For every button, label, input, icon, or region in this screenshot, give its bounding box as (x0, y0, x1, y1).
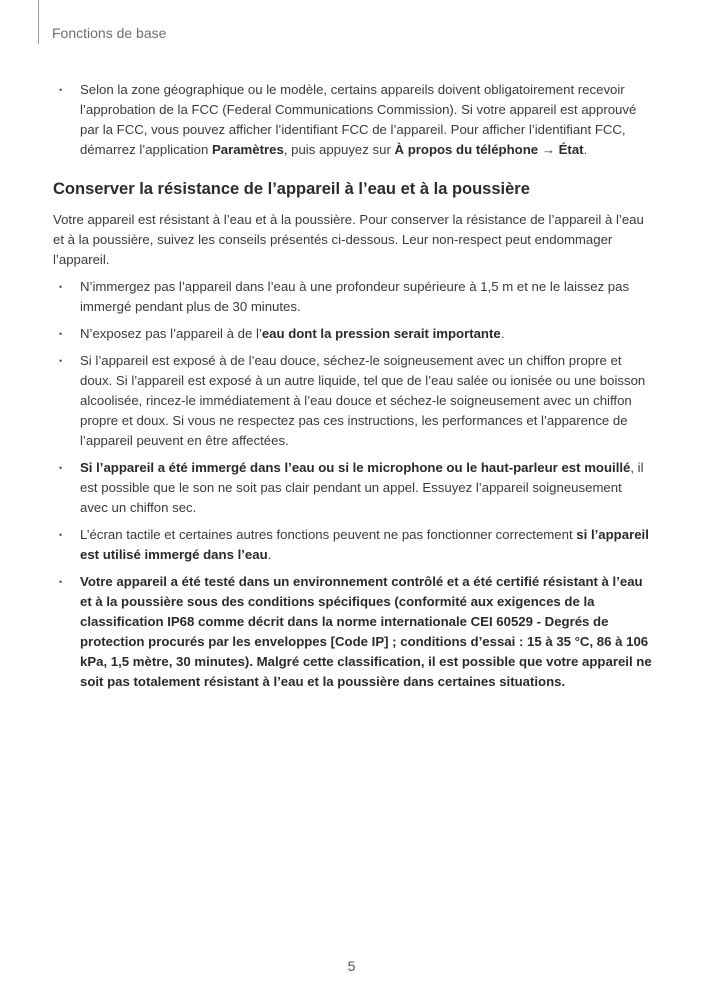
list-item: • Votre appareil a été testé dans un environnement contrôlé et a été certifié résistant à l’eau et à la poussière sous des conditions spécifiques (conformité aux exigences de la classification IP68 comme décrit dans la norme internationale CEI 60529 - Degrés de protection procurés par les enveloppes [Code IP] ; conditions d’essai : 15 à 35 °C, 86 à 106 kPa, 1,5 mètre, 30 minutes). Malgré cette classification, il est possible que votre appareil ne soit pas totalement résistant à l’eau et la poussière dans certaines situations. (53, 572, 653, 692)
page-header-title: Fonctions de base (52, 25, 167, 41)
status-menu: État (558, 142, 584, 157)
section-intro: Votre appareil est résistant à l’eau et à la poussière. Pour conserver la résistance de l’appareil à l’eau et à la poussière, suivez les conseils présentés ci-dessous. Leur non-respect peut endommager l’appareil. (53, 212, 644, 267)
list-item: • L’écran tactile et certaines autres fonctions peuvent ne pas fonctionner correctement si l’appareil est utilisé immergé dans l’eau. (53, 525, 653, 565)
list-item: • N’exposez pas l’appareil à de l’eau dont la pression serait importante. (53, 324, 653, 344)
about-phone-menu: À propos du téléphone (394, 142, 539, 157)
tips-list (53, 277, 653, 692)
section-title: Conserver la résistance de l’appareil à l’eau et à la poussière (53, 180, 530, 198)
arrow-icon: → (538, 142, 559, 157)
list-item: • Si l’appareil a été immergé dans l’eau ou si le microphone ou le haut-parleur est mouillé, il est possible que le son ne soit pas clair pendant un appel. Essuyez l’appareil soigneusement avec un chiffon sec. (53, 458, 653, 518)
settings-app-name: Paramètres (211, 142, 284, 157)
list-item: • N’immergez pas l’appareil dans l’eau à une profondeur supérieure à 1,5 m et ne le laissez pas immergé pendant plus de 30 minutes. (53, 277, 653, 317)
page-content (53, 80, 653, 699)
header-divider (38, 0, 39, 44)
page-number: 5 (347, 958, 356, 974)
list-item: • Si l’appareil est exposé à de l’eau douce, séchez-le soigneusement avec un chiffon propre et doux. Si l’appareil est exposé à un autre liquide, tel que de l’eau salée ou ionisée ou une boisson alcoolisée, rincez-le immédiatement à l’eau douce et séchez-le soigneusement avec un chiffon propre et doux. Si vous ne respectez pas ces instructions, les performances et l’apparence de l’appareil peuvent en être affectées. (53, 351, 653, 451)
fcc-list-item: • Selon la zone géographique ou le modèle, certains appareils doivent obligatoirement recevoir l’approbation de la FCC (Federal Communications Commission). Si votre appareil est approuvé par la FCC, vous pouvez afficher l’identifiant FCC de l’appareil. Pour afficher l’identifiant FCC, démarrez l’application Paramètres, puis appuyez sur À propos du téléphone → État. (53, 80, 653, 160)
fcc-list (53, 80, 653, 160)
